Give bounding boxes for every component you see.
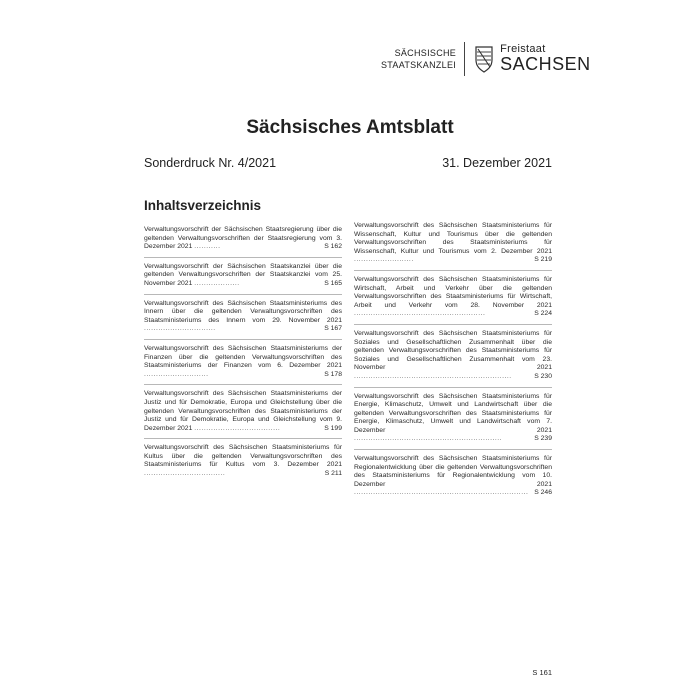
saxony-coat-of-arms-icon bbox=[474, 45, 494, 73]
toc-entry-text: Verwaltungsvorschrift des Sächsischen Staatsministeriums für Kultus über die geltenden Verwaltungsvorschriften des Staatsministeriums für Kultus vom 3. Dezember 2021 bbox=[144, 444, 342, 469]
freistaat-sachsen-wordmark bbox=[500, 44, 591, 74]
toc-entry[interactable] bbox=[144, 345, 342, 385]
issue-number: Sonderdruck Nr. 4/2021 bbox=[144, 156, 277, 170]
toc-entry-page: S 165 bbox=[324, 279, 342, 287]
toc-entry[interactable] bbox=[144, 444, 342, 483]
header-logo bbox=[381, 40, 591, 78]
toc-entry-page: S 211 bbox=[324, 470, 342, 478]
toc-entry-page: S 167 bbox=[324, 325, 342, 333]
toc-leader-dots: .............................................................. bbox=[354, 435, 503, 443]
toc-leader-dots: .................................. bbox=[144, 470, 226, 478]
toc-entry-page: S 199 bbox=[324, 424, 342, 432]
toc-entry-text: Verwaltungsvorschrift des Sächsischen Staatsministeriums für Regionalentwicklung über die geltenden Verwaltungsvorschriften des Staatsministeriums für Regionalentwicklung vom 10. Dezember 2021 bbox=[354, 455, 552, 488]
toc-entry-page: S 178 bbox=[324, 370, 342, 378]
toc-leader-dots: ....................................................... bbox=[354, 310, 486, 318]
toc-leader-dots: .................................... bbox=[194, 424, 281, 432]
sachsen-label: SACHSEN bbox=[500, 54, 591, 74]
document-title: Sächsisches Amtsblatt bbox=[246, 117, 454, 138]
toc-entry-text: Verwaltungsvorschrift der Sächsischen Staatskanzlei über die geltenden Verwaltungsvorschriften der Staatskanzlei vom 25. November 2021 bbox=[144, 262, 342, 287]
toc-entry[interactable] bbox=[354, 330, 552, 388]
toc-entry[interactable] bbox=[354, 455, 552, 503]
toc-leader-dots: ................... bbox=[194, 279, 240, 287]
toc-entry-text: Verwaltungsvorschrift der Sächsischen Staatsregierung über die geltenden Verwaltungsvorschriften der Staatsregierung vom 3. Dezember 2021 bbox=[144, 226, 342, 251]
toc-entry-page: S 230 bbox=[534, 372, 552, 380]
kanzlei-line-2: STAATSKANZLEI bbox=[381, 60, 457, 70]
toc-leader-dots: .................................................................. bbox=[354, 372, 512, 380]
toc-entry[interactable] bbox=[354, 222, 552, 271]
toc-entry-page: S 239 bbox=[534, 435, 552, 443]
toc-entry[interactable] bbox=[144, 390, 342, 439]
toc-entry-page: S 246 bbox=[534, 489, 552, 497]
toc-entry-page: S 162 bbox=[324, 243, 342, 251]
toc-leader-dots: ......................... bbox=[354, 256, 414, 264]
toc-entry[interactable] bbox=[354, 276, 552, 325]
toc-entry-text: Verwaltungsvorschrift des Sächsischen Staatsministeriums der Finanzen über die geltenden Verwaltungsvorschriften des Staatsministeriums der Finanzen vom 6. Dezember 2021 bbox=[144, 344, 342, 370]
toc-heading: Inhaltsverzeichnis bbox=[144, 198, 262, 213]
toc-entry-text: Verwaltungsvorschrift des Sächsischen Staatsministeriums für Wissenschaft, Kultur und Tourismus über die geltenden Verwaltungsvorschriften des Staatsministeriums für Wissenschaft, Kultur und Tourismus vom 2. Dezember 2021 bbox=[354, 222, 552, 255]
issue-date: 31. Dezember 2021 bbox=[442, 156, 552, 170]
toc-entry-page: S 219 bbox=[534, 256, 552, 264]
toc-entry-text: Verwaltungsvorschrift des Sächsischen Staatsministeriums des Innern über die geltenden Verwaltungsvorschriften des Staatsministeriums des Innern vom 29. November 2021 bbox=[144, 299, 342, 324]
toc-leader-dots: .............................. bbox=[144, 325, 216, 333]
toc-leader-dots: ........................... bbox=[144, 370, 209, 378]
toc-entry[interactable] bbox=[354, 393, 552, 451]
toc-leader-dots: ......................................................................... bbox=[354, 489, 529, 497]
toc-entry-page: S 224 bbox=[534, 310, 552, 318]
toc-column-left bbox=[144, 226, 342, 489]
logo-divider bbox=[464, 42, 465, 76]
freistaat-label: Freistaat bbox=[500, 43, 546, 55]
page-number: S 161 bbox=[532, 668, 552, 677]
toc-entry[interactable] bbox=[144, 263, 342, 295]
kanzlei-line-1: SÄCHSISCHE bbox=[394, 48, 457, 58]
toc-leader-dots: ........... bbox=[194, 243, 221, 251]
staatskanzlei-label bbox=[381, 47, 456, 71]
toc-entry-text: Verwaltungsvorschrift des Sächsischen Staatsministeriums für Wirtschaft, Arbeit und Verkehr über die geltenden Verwaltungsvorschriften des Staatsministeriums für Wirtschaft, Arbeit und Verkehr vom 28. November 2021 bbox=[354, 275, 552, 309]
toc-entry-text: Verwaltungsvorschrift des Sächsischen Staatsministeriums der Justiz und für Demokratie, Europa und Gleichstellung über die geltenden Verwaltungsvorschriften des Staatsministeriums der Justiz und für Demokratie, Europa und Gleichstellung vom 9. Dezember 2021 bbox=[144, 390, 342, 432]
toc-entry-text: Verwaltungsvorschrift des Sächsischen Staatsministeriums für Energie, Klimaschutz, Umwelt und Landwirtschaft über die geltenden Verwaltungsvorschriften des Staatsministeriums für Energie, Klimaschutz, Umwelt und Landwirtschaft vom 7. Dezember 2021 bbox=[354, 392, 552, 434]
toc-entry[interactable] bbox=[144, 226, 342, 258]
toc-entry-text: Verwaltungsvorschrift des Sächsischen Staatsministeriums für Soziales und Gesellschaftlichen Zusammenhalt über die geltenden Verwaltungsvorschriften des Staatsministeriums für Soziales und Gesellschaftlichen Zusammenhalt vom 23. November 2021 bbox=[354, 329, 552, 372]
toc-column-right bbox=[354, 222, 552, 508]
toc-entry[interactable] bbox=[144, 300, 342, 340]
